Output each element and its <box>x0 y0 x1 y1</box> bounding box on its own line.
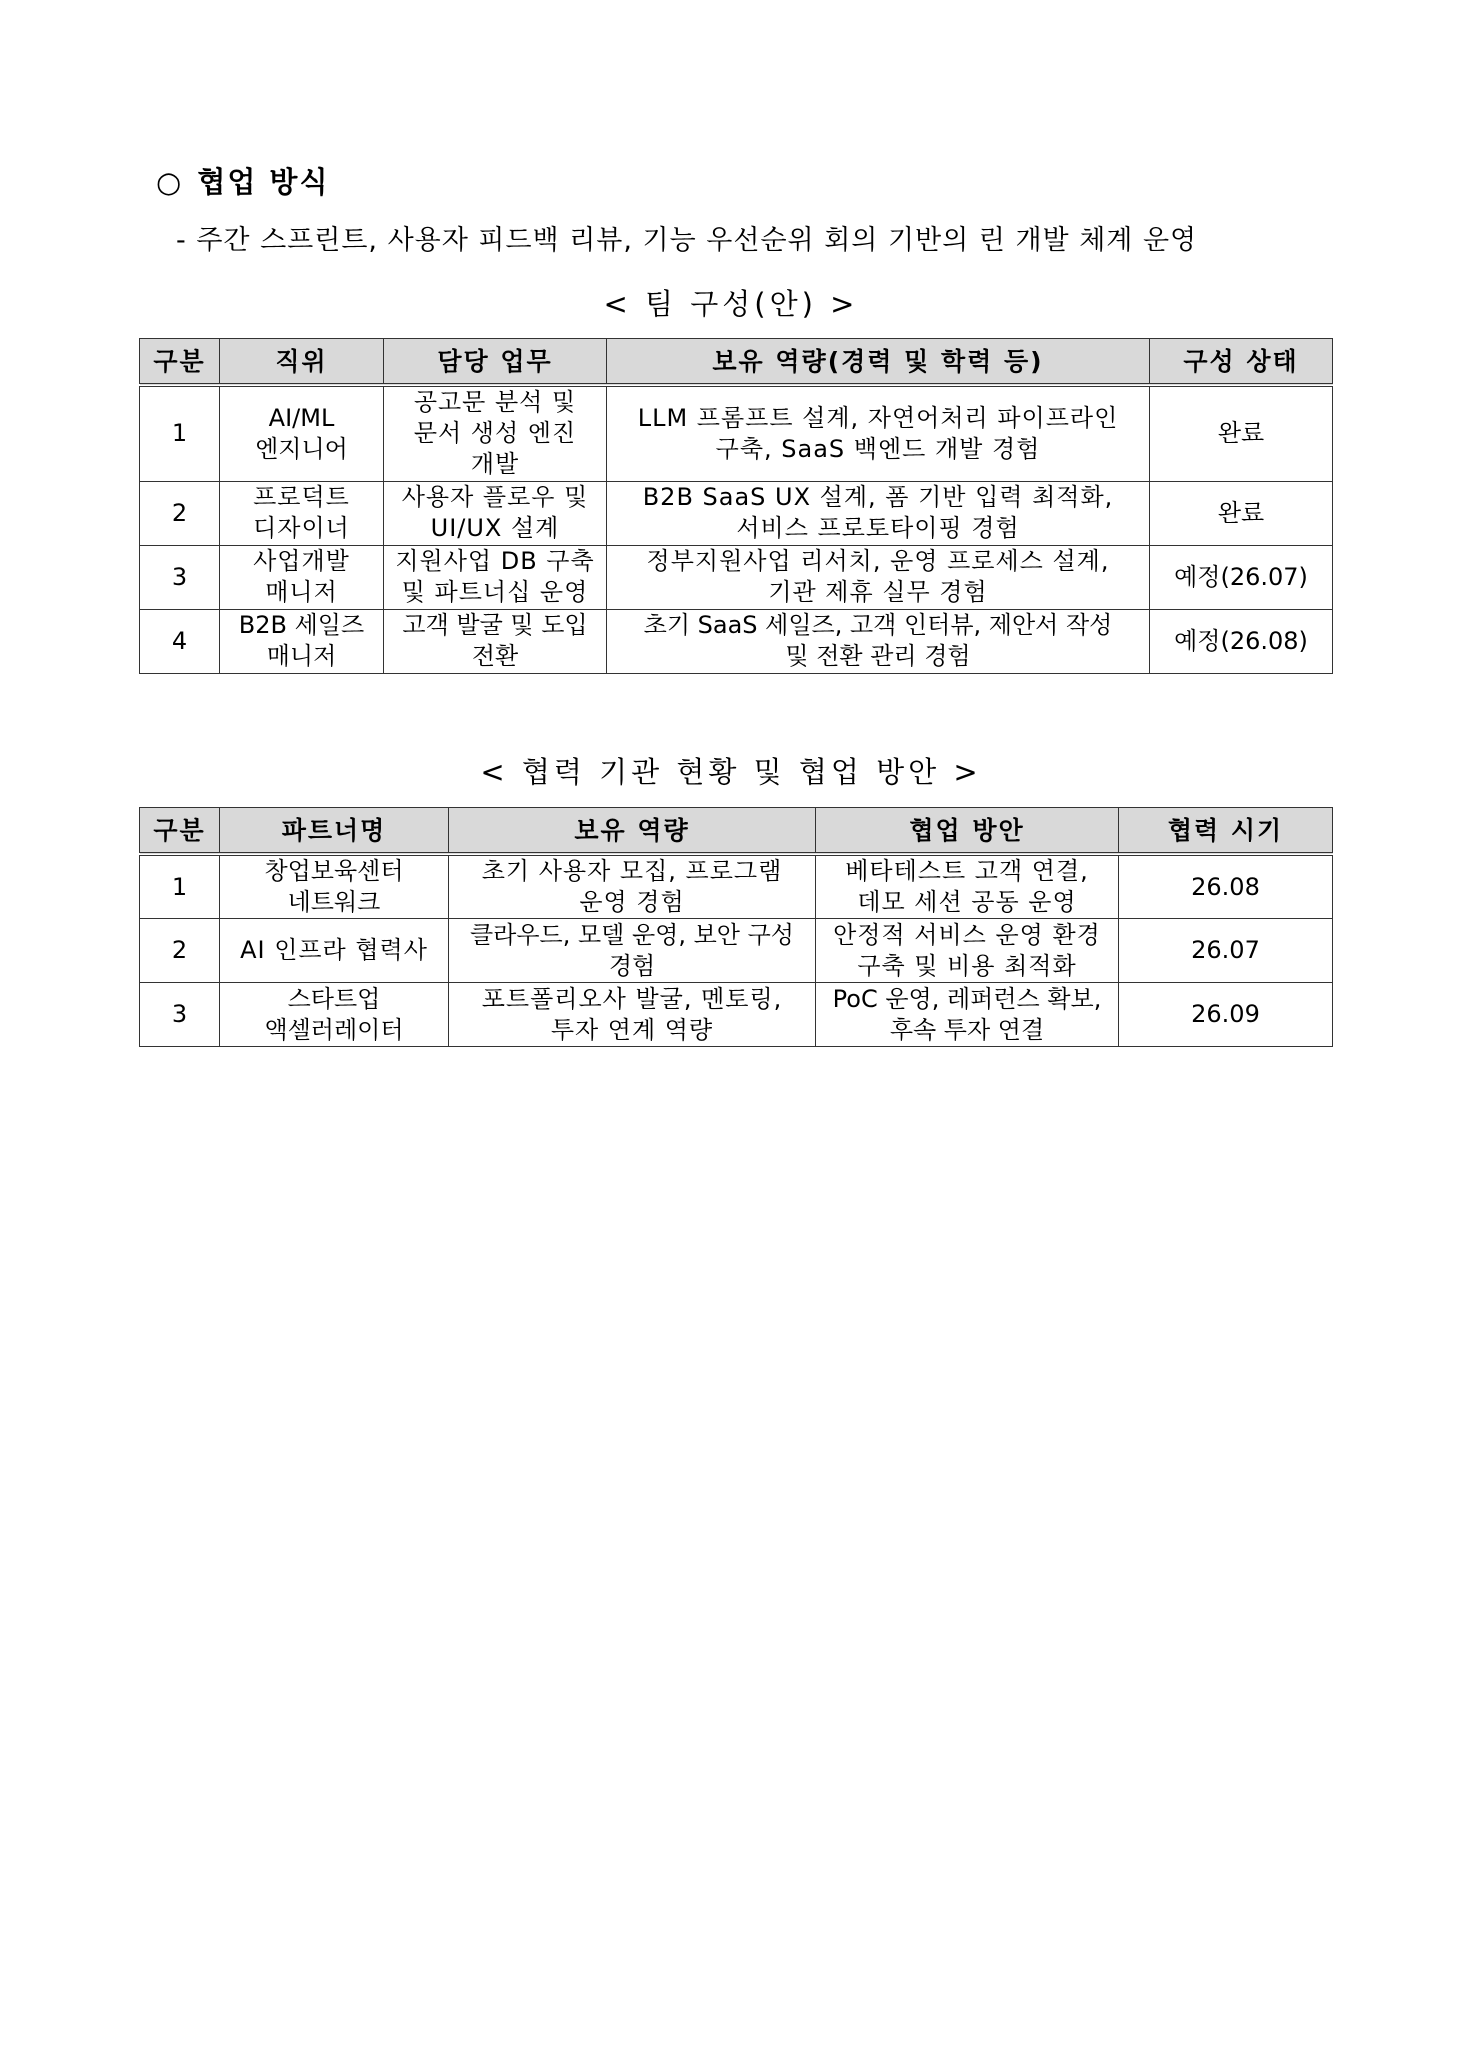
row-number: 1 <box>140 385 220 481</box>
partner-table <box>139 807 1333 1047</box>
cell-line: 운영 경험 <box>579 888 685 916</box>
partner-name-cell <box>220 854 449 919</box>
table-row <box>140 545 1333 609</box>
cell-line: 서비스 프로토타이핑 경험 <box>736 514 1020 542</box>
row-number: 2 <box>140 481 220 545</box>
capability-cell <box>449 983 816 1047</box>
cell-line: 클라우드, 모델 운영, 보안 구성 <box>470 920 794 949</box>
capability-cell <box>449 854 816 919</box>
cell-line: 창업보육센터 <box>264 857 404 885</box>
cell-line: 공고문 분석 및 <box>413 388 577 417</box>
duty-cell <box>384 609 607 673</box>
section-description: - 주간 스프린트, 사용자 피드백 리뷰, 기능 우선순위 회의 기반의 린 개발 체계 운영 <box>176 225 1198 256</box>
cell-line: 기관 제휴 실무 경험 <box>768 578 988 606</box>
cell-line: PoC 운영, 레퍼런스 확보, <box>832 984 1102 1013</box>
header-cell: 구분 <box>140 808 220 855</box>
cell-line: 문서 생성 엔진 <box>413 419 577 448</box>
row-number: 3 <box>140 545 220 609</box>
cell-line: 사용자 플로우 및 <box>401 483 589 511</box>
table-row <box>140 481 1333 545</box>
cell-line: LLM 프롬프트 설계, 자연어처리 파이프라인 <box>637 403 1119 432</box>
plan-cell <box>816 983 1119 1047</box>
capability-cell <box>607 609 1150 673</box>
header-cell: 구분 <box>140 339 220 386</box>
partner-name-cell <box>220 919 449 983</box>
cell-line: 사업개발 <box>253 547 350 575</box>
cell-line: UI/UX 설계 <box>430 514 560 542</box>
cell-line: 및 파트너십 운영 <box>401 578 589 606</box>
table-row <box>140 983 1333 1047</box>
cell-line: 구축, SaaS 백엔드 개발 경험 <box>715 434 1041 463</box>
cell-line: 안정적 서비스 운영 환경 <box>833 920 1101 949</box>
cell-line: 엔지니어 <box>255 434 348 463</box>
header-cell: 보유 역량(경력 및 학력 등) <box>607 339 1150 386</box>
header-cell: 협업 방안 <box>816 808 1119 855</box>
plan-cell <box>816 854 1119 919</box>
heading-bullet: ○ <box>156 165 184 199</box>
header-cell: 직위 <box>220 339 384 386</box>
status-cell: 완료 <box>1150 385 1333 481</box>
cell-line: 베타테스트 고객 연결, <box>845 857 1089 885</box>
cell-line: 후속 투자 연결 <box>889 1015 1045 1044</box>
team-table-header <box>140 339 1333 386</box>
cell-line: 액셀러레이터 <box>264 1015 404 1044</box>
cell-line: 디자이너 <box>253 514 350 542</box>
header-cell: 구성 상태 <box>1150 339 1333 386</box>
cell-line: 초기 SaaS 세일즈, 고객 인터뷰, 제안서 작성 <box>643 611 1113 639</box>
table-row <box>140 919 1333 983</box>
header-cell: 보유 역량 <box>449 808 816 855</box>
plan-cell <box>816 919 1119 983</box>
row-number: 2 <box>140 919 220 983</box>
period-cell: 26.09 <box>1119 983 1333 1047</box>
cell-line: B2B SaaS UX 설계, 폼 기반 입력 최적화, <box>642 483 1114 511</box>
table-row <box>140 385 1333 481</box>
cell-line: 개발 <box>470 450 520 479</box>
table-row <box>140 854 1333 919</box>
team-table <box>139 338 1333 674</box>
cell-line: 구축 및 비용 최적화 <box>857 951 1077 980</box>
period-cell: 26.08 <box>1119 854 1333 919</box>
cell-line: 매니저 <box>266 642 337 670</box>
status-cell: 예정(26.07) <box>1150 545 1333 609</box>
position-cell <box>220 609 384 673</box>
table-row <box>140 609 1333 673</box>
status-cell: 예정(26.08) <box>1150 609 1333 673</box>
header-cell: 파트너명 <box>220 808 449 855</box>
capability-cell <box>607 385 1150 481</box>
team-table-caption: < 팀 구성(안) > <box>603 287 859 321</box>
cell-line: 초기 사용자 모집, 프로그램 <box>481 857 783 885</box>
row-number: 1 <box>140 854 220 919</box>
cell-line: 매니저 <box>265 578 338 606</box>
cell-line: 및 전환 관리 경험 <box>785 642 971 670</box>
row-number: 3 <box>140 983 220 1047</box>
duty-cell <box>384 385 607 481</box>
cell-line: 네트워크 <box>287 888 381 916</box>
cell-line: 전환 <box>471 642 519 670</box>
cell-line: 지원사업 DB 구축 <box>395 547 595 575</box>
capability-cell <box>449 919 816 983</box>
header-cell: 협력 시기 <box>1119 808 1333 855</box>
cell-line: 스타트업 <box>287 984 381 1013</box>
section-heading <box>156 160 329 201</box>
row-number: 4 <box>140 609 220 673</box>
cell-line: 투자 연계 역량 <box>550 1015 714 1044</box>
capability-cell <box>607 545 1150 609</box>
partner-table-caption: < 협력 기관 현황 및 협업 방안 > <box>480 755 982 789</box>
duty-cell <box>384 545 607 609</box>
heading-title: 협업 방식 <box>197 165 330 199</box>
cell-line: AI 인프라 협력사 <box>240 936 428 964</box>
position-cell <box>220 385 384 481</box>
cell-line: 데모 세션 공동 운영 <box>857 888 1077 916</box>
header-cell: 담당 업무 <box>384 339 607 386</box>
period-cell: 26.07 <box>1119 919 1333 983</box>
duty-cell <box>384 481 607 545</box>
cell-line: 고객 발굴 및 도입 <box>402 611 588 639</box>
cell-line: 정부지원사업 리서치, 운영 프로세스 설계, <box>646 547 1110 575</box>
cell-line: 경험 <box>608 951 656 980</box>
partner-table-header <box>140 808 1333 855</box>
status-cell: 완료 <box>1150 481 1333 545</box>
position-cell <box>220 481 384 545</box>
cell-line: 프로덕트 <box>253 483 350 511</box>
partner-name-cell <box>220 983 449 1047</box>
cell-line: AI/ML <box>268 403 335 432</box>
cell-line: 포트폴리오사 발굴, 멘토링, <box>481 984 783 1013</box>
capability-cell <box>607 481 1150 545</box>
cell-line: B2B 세일즈 <box>238 611 365 639</box>
position-cell <box>220 545 384 609</box>
